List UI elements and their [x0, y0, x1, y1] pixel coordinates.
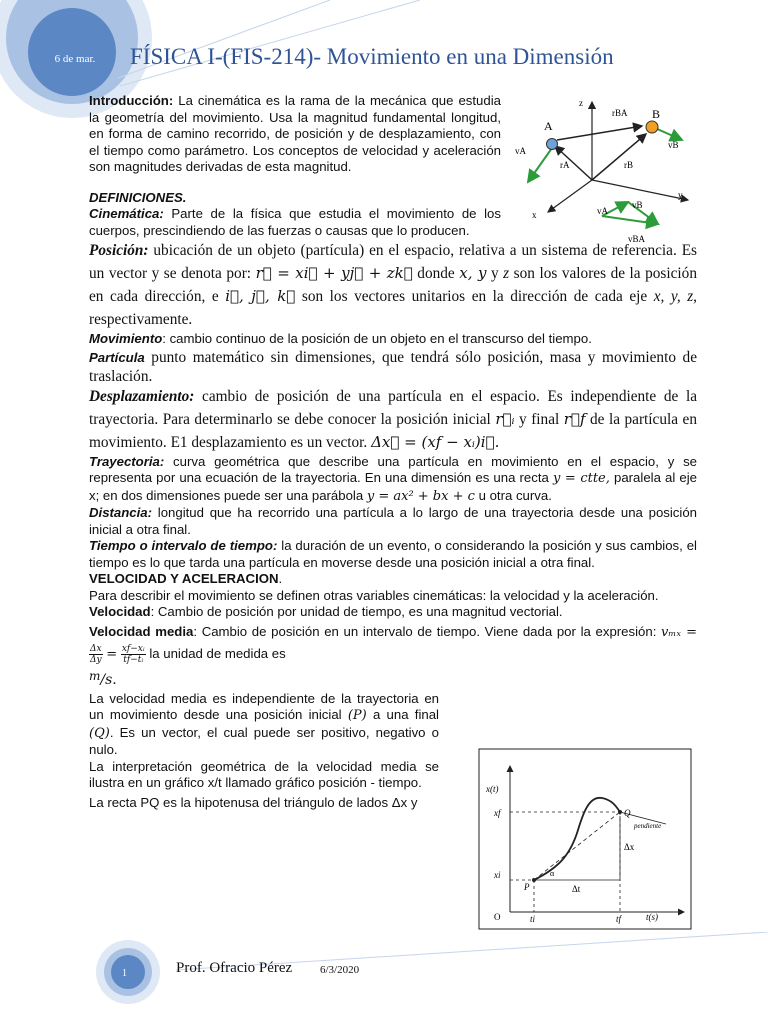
graph-Q: Q	[624, 808, 631, 818]
main-content	[89, 93, 697, 811]
footer-date: 6/3/2020	[320, 964, 360, 976]
desplazamiento-def: Desplazamiento: cambio de posición de una partícula en el espacio. Es independiente de la trayectoria. Para determinarlo se debe conocer la posición inicial r⃗ᵢ y final r⃗f de la partícula en movimiento. E1 desplazamiento es un vector. Δx⃗ = (xf − xᵢ)i⃗.	[89, 387, 697, 451]
particula-def: Partícula punto matemático sin dimensiones, que tendrá sólo posición, masa y movimiento de traslación.	[89, 348, 697, 385]
label-rB: rB	[624, 160, 633, 170]
label-vBA: vBA	[628, 234, 646, 244]
label-rA: rA	[560, 160, 570, 170]
graph-xf: xf	[494, 808, 501, 818]
label-B: B	[652, 107, 661, 121]
label-vB: vB	[668, 140, 679, 150]
velmedia-def: Velocidad media: Cambio de posición en un intervalo de tiempo. Viene dada por la expresión: vₘₓ = $\frac{\Delta x}{\Delta y}$ = $\frac{\text{xf−xᵢ}}{\text{tf−tᵢ}}$ la unidad de medida es	[89, 623, 697, 665]
velmedia-p2: La interpretación geométrica de la velocidad media se ilustra en un gráfico x/t llamado gráfico posición - tiempo.	[89, 758, 439, 791]
label-vB2: vB	[632, 200, 643, 210]
tiempo-def: Tiempo o intervalo de tiempo: la duración de un evento, o considerando la posición y sus cambios, el tiempo es lo que tarda una partícula en moverse desde una posición inicial a otra final.	[89, 538, 697, 570]
graph-xi: xi	[494, 870, 501, 880]
label-A: A	[544, 119, 553, 133]
graph-P: P	[524, 882, 530, 892]
trayectoria-def: Trayectoria: curva geométrica que describe una partícula en movimiento en el espacio, y se representa por una ecuación de la trayectoria. En una dimensión es una recta y = ctte, paralela al eje x; en dos dimensiones puede ser una parábola y = ax² + bx + c u otra curva.	[89, 453, 697, 504]
graph-origin: O	[494, 912, 501, 922]
label-vA: vA	[515, 146, 526, 156]
velmedia-p3: La recta PQ es la hipotenusa del triángulo de lados Δx y	[89, 794, 418, 810]
label-vA2: vA	[597, 206, 608, 216]
velmedia-p1: La velocidad media es independiente de la trayectoria en un movimiento desde una posición inicial (P) a una final (Q). Es un vector, el cual puede ser positivo, negativo o nulo.	[89, 690, 439, 758]
velocidad-def: Velocidad: Cambio de posición por unidad de tiempo, es una magnitud vectorial.	[89, 604, 563, 619]
graph-alpha: α	[550, 869, 555, 878]
footer-decoration	[96, 932, 768, 1024]
distancia-def: Distancia: longitud que ha recorrido una partícula a lo largo de una trayectoria desde una posición inicial a otra final.	[89, 505, 697, 537]
graph-tf: tf	[616, 914, 622, 924]
graph-ti: ti	[530, 914, 536, 924]
posicion-def: Posición: ubicación de un objeto (partícula) en el espacio, relativa a un sistema de referencia. Es un vector y se denota por: r⃗ = xi⃗ + yj⃗ + zk⃗ donde x, y y z son los valores de la posición en cada dirección, e i⃗, j⃗, k⃗ son los vectores unitarios en la dirección de cada eje x, y, z, respectivamente.	[89, 242, 697, 328]
graph-ylabel: x(t)	[486, 784, 499, 794]
velacel-heading: VELOCIDAD Y ACELERACION.	[89, 571, 283, 586]
graph-dt: Δt	[572, 884, 581, 894]
cinematica-def: Cinemática: Parte de la física que estudia el movimiento de los cuerpos, prescindiendo de las fuerzas o causas que lo producen.	[89, 206, 501, 238]
intro-paragraph: Introducción: La cinemática es la rama de la mecánica que estudia la geometría del movimiento. Usa la magnitud fundamental longitud, en forma de camino recorrido, de posición y de desplazamiento, con el tiempo como parámetro. Los conceptos de velocidad y aceleración son magnitudes derivadas de esta magnitud.	[89, 93, 501, 174]
movimiento-def: Movimiento: cambio continuo de la posición de un objeto en el transcurso del tiempo.	[89, 331, 592, 346]
unit-ms: m/s.	[89, 668, 117, 688]
graph-dx: Δx	[624, 842, 635, 852]
label-y: y	[678, 190, 683, 200]
footer-author: Prof. Ofracio Pérez	[176, 960, 293, 976]
label-x: x	[532, 210, 537, 220]
header-date: 6 de mar.	[54, 53, 96, 65]
definiciones-heading: DEFINICIONES.	[89, 189, 187, 205]
graph-xlabel: t(s)	[646, 912, 658, 922]
graph-pendiente: pendiente	[634, 822, 662, 830]
label-z: z	[579, 98, 583, 108]
label-rBA: rBA	[612, 108, 628, 118]
page-number: 1	[122, 968, 127, 979]
velacel-text: Para describir el movimiento se definen otras variables cinemáticas: la velocidad y la aceleración.	[89, 587, 659, 603]
page-title: FÍSICA I-(FIS-214)- Movimiento en una Dimensión	[130, 44, 614, 69]
